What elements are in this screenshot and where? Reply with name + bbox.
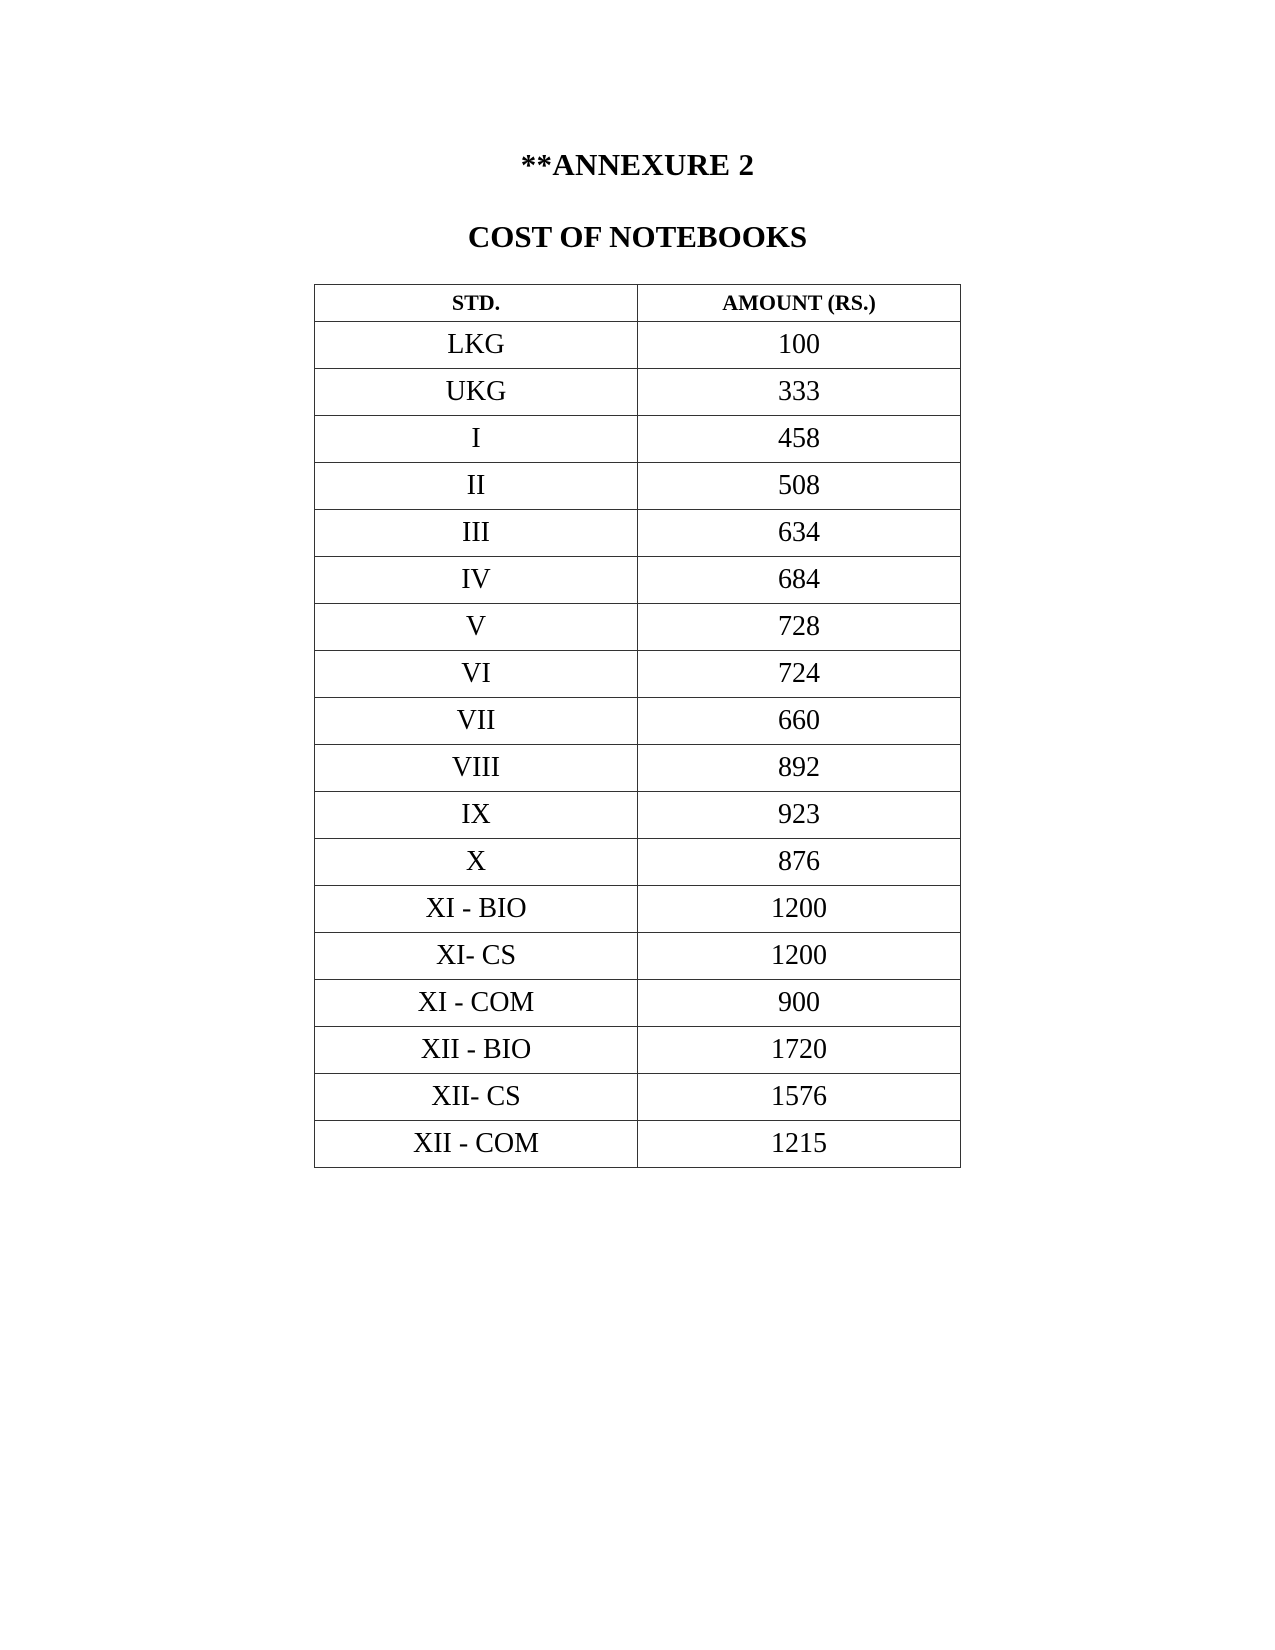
std-cell: XII- CS	[315, 1074, 638, 1121]
table-row	[315, 322, 961, 369]
std-cell: XI - COM	[315, 980, 638, 1027]
amount-cell: 333	[638, 369, 961, 416]
annexure-title: **ANNEXURE 2	[520, 147, 755, 182]
amount-cell: 100	[638, 322, 961, 369]
amount-cell: 1200	[638, 886, 961, 933]
std-cell: LKG	[315, 322, 638, 369]
header-std: STD.	[315, 285, 638, 322]
amount-cell: 684	[638, 557, 961, 604]
std-cell: IX	[315, 792, 638, 839]
table-row	[315, 604, 961, 651]
amount-cell: 876	[638, 839, 961, 886]
amount-cell: 900	[638, 980, 961, 1027]
std-cell: VII	[315, 698, 638, 745]
std-cell: III	[315, 510, 638, 557]
amount-cell: 660	[638, 698, 961, 745]
table-row	[315, 1027, 961, 1074]
table-header-row	[315, 285, 961, 322]
amount-cell: 1200	[638, 933, 961, 980]
amount-cell: 728	[638, 604, 961, 651]
std-cell: VI	[315, 651, 638, 698]
std-cell: II	[315, 463, 638, 510]
table-row	[315, 980, 961, 1027]
std-cell: XI - BIO	[315, 886, 638, 933]
amount-cell: 724	[638, 651, 961, 698]
table-row	[315, 369, 961, 416]
std-cell: I	[315, 416, 638, 463]
table-row	[315, 416, 961, 463]
std-cell: XII - BIO	[315, 1027, 638, 1074]
notebook-cost-table	[314, 284, 961, 1168]
table-row	[315, 510, 961, 557]
table-row	[315, 1121, 961, 1168]
table-row	[315, 792, 961, 839]
amount-cell: 1576	[638, 1074, 961, 1121]
amount-cell: 634	[638, 510, 961, 557]
std-cell: XII - COM	[315, 1121, 638, 1168]
table-row	[315, 839, 961, 886]
page-title: COST OF NOTEBOOKS	[467, 219, 808, 254]
table-row	[315, 745, 961, 792]
table-row	[315, 698, 961, 745]
amount-cell: 458	[638, 416, 961, 463]
amount-cell: 923	[638, 792, 961, 839]
std-cell: VIII	[315, 745, 638, 792]
table-row	[315, 557, 961, 604]
amount-cell: 1720	[638, 1027, 961, 1074]
table-row	[315, 463, 961, 510]
amount-cell: 508	[638, 463, 961, 510]
header-amount: AMOUNT (RS.)	[638, 285, 961, 322]
std-cell: IV	[315, 557, 638, 604]
table-row	[315, 1074, 961, 1121]
amount-cell: 1215	[638, 1121, 961, 1168]
std-cell: UKG	[315, 369, 638, 416]
std-cell: XI- CS	[315, 933, 638, 980]
std-cell: V	[315, 604, 638, 651]
table-row	[315, 933, 961, 980]
std-cell: X	[315, 839, 638, 886]
table-row	[315, 886, 961, 933]
table-row	[315, 651, 961, 698]
amount-cell: 892	[638, 745, 961, 792]
